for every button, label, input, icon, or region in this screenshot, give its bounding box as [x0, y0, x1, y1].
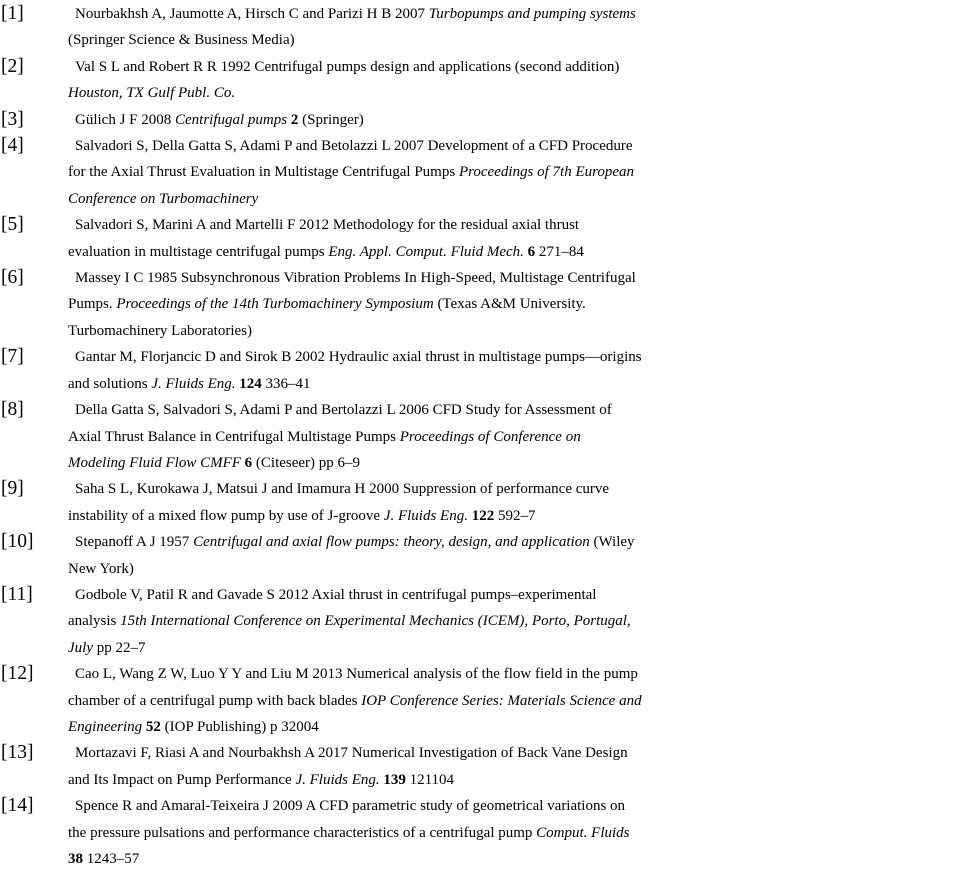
- reference-bold-segment: 52: [145, 718, 161, 735]
- reference-text: [68, 54, 955, 107]
- reference-item: [0, 133, 955, 212]
- reference-italic-segment: July: [68, 639, 93, 656]
- reference-text-segment: the pressure pulsations and performance characteristics of a centrifugal pump: [68, 824, 537, 841]
- reference-line: [68, 397, 955, 423]
- reference-item: [0, 529, 955, 582]
- reference-line: [68, 714, 955, 740]
- reference-item: [0, 344, 955, 397]
- reference-number: [7]: [1, 346, 24, 368]
- reference-text-segment: Gülich J F 2008: [75, 111, 176, 128]
- reference-text-segment: (Springer): [298, 111, 364, 128]
- reference-text: [68, 793, 955, 872]
- reference-bold-segment: 139: [383, 771, 406, 788]
- reference-text-segment: 271–84: [535, 243, 584, 260]
- reference-text-segment: Spence R and Amaral-Teixeira J 2009 A CFD parametric study of geometrical variations on: [75, 798, 626, 815]
- reference-text-segment: Val S L and Robert R R 1992 Centrifugal pumps design and applications (second addition): [75, 58, 620, 75]
- reference-text-segment: 1243–57: [83, 851, 140, 867]
- reference-number: [13]: [1, 742, 34, 764]
- reference-line: [68, 608, 955, 634]
- reference-text-segment: for the Axial Thrust Evaluation in Multistage Centrifugal Pumps: [68, 164, 459, 181]
- reference-line: [68, 556, 955, 582]
- reference-text-segment: Salvadori S, Della Gatta S, Adami P and Betolazzi L 2007 Development of a CFD Procedure: [75, 138, 633, 155]
- reference-text-segment: and solutions: [68, 375, 152, 392]
- reference-italic-segment: Centrifugal pumps: [175, 111, 288, 128]
- reference-bold-segment: 124: [239, 375, 262, 392]
- reference-line: [68, 529, 955, 555]
- reference-text: [68, 397, 955, 476]
- reference-bold-segment: 6: [527, 243, 536, 260]
- reference-text-segment: Gantar M, Florjancic D and Sirok B 2002 Hydraulic axial thrust in multistage pumps—origins: [75, 349, 642, 366]
- reference-text-segment: 592–7: [494, 507, 536, 524]
- reference-line: [68, 318, 955, 344]
- reference-italic-segment: Comput. Fluids: [536, 824, 630, 841]
- reference-item: [0, 793, 955, 872]
- reference-number: [2]: [1, 55, 24, 77]
- reference-text: [68, 133, 955, 212]
- reference-italic-segment: IOP Conference Series: Materials Science and: [361, 692, 642, 709]
- reference-line: [68, 159, 955, 185]
- reference-italic-segment: Conference on Turbomachinery: [68, 190, 259, 207]
- reference-text-segment: Axial Thrust Balance in Centrifugal Multistage Pumps: [68, 428, 400, 445]
- reference-line: [68, 212, 955, 238]
- reference-italic-segment: Proceedings of Conference on: [399, 428, 581, 445]
- reference-line: [68, 476, 955, 502]
- reference-italic-segment: J. Fluids Eng.: [151, 375, 236, 392]
- reference-text-segment: Massey I C 1985 Subsynchronous Vibration Problems In High-Speed, Multistage Centrifugal: [75, 270, 636, 287]
- reference-italic-segment: Modeling Fluid Flow CMFF: [68, 454, 241, 471]
- reference-text-segment: New York): [68, 560, 134, 577]
- reference-text-segment: (Springer Science & Business Media): [68, 32, 295, 49]
- reference-italic-segment: J. Fluids Eng.: [383, 507, 468, 524]
- reference-line: [68, 793, 955, 819]
- reference-italic-segment: Eng. Appl. Comput. Fluid Mech.: [328, 243, 524, 260]
- reference-number: [11]: [1, 583, 33, 605]
- reference-text: [68, 107, 955, 133]
- reference-text: [68, 661, 955, 740]
- reference-item: [0, 265, 955, 344]
- reference-text-segment: evaluation in multistage centrifugal pumps: [68, 243, 329, 260]
- reference-text: [68, 582, 955, 661]
- reference-line: [68, 740, 955, 766]
- reference-text-segment: Saha S L, Kurokawa J, Matsui J and Imamura H 2000 Suppression of performance curve: [75, 481, 610, 498]
- reference-line: [68, 344, 955, 370]
- reference-text-segment: (Texas A&M University.: [433, 296, 586, 313]
- reference-list: [0, 1, 955, 872]
- reference-text-segment: and Its Impact on Pump Performance: [68, 771, 296, 788]
- reference-text-segment: (IOP Publishing) p 32004: [160, 718, 319, 735]
- reference-italic-segment: 15th International Conference on Experimental Mechanics (ICEM), Porto, Portugal,: [120, 613, 631, 630]
- reference-text-segment: chamber of a centrifugal pump with back blades: [68, 692, 362, 709]
- reference-bold-segment: 38: [68, 851, 83, 867]
- reference-text-segment: Godbole V, Patil R and Gavade S 2012 Axial thrust in centrifugal pumps–experimental: [75, 586, 597, 603]
- reference-number: [1]: [1, 3, 24, 24]
- reference-line: [68, 503, 955, 529]
- reference-item: [0, 740, 955, 793]
- reference-text: [68, 740, 955, 793]
- reference-bold-segment: 2: [290, 111, 299, 128]
- reference-number: [10]: [1, 531, 34, 553]
- reference-text-segment: 121104: [405, 771, 455, 788]
- reference-text: [68, 265, 955, 344]
- reference-text-segment: (Citeseer) pp 6–9: [252, 454, 361, 471]
- reference-line: [68, 265, 955, 291]
- reference-line: [68, 371, 955, 397]
- reference-number: [5]: [1, 214, 24, 236]
- reference-text-segment: Turbomachinery Laboratories): [68, 322, 252, 339]
- reference-line: [68, 767, 955, 793]
- reference-text-segment: 336–41: [261, 375, 311, 392]
- reference-text: [68, 344, 955, 397]
- reference-text-segment: analysis: [68, 613, 121, 630]
- reference-number: [9]: [1, 478, 24, 500]
- reference-line: [68, 80, 955, 106]
- reference-italic-segment: Houston, TX Gulf Publ. Co.: [68, 85, 236, 102]
- reference-text-segment: pp 22–7: [92, 639, 146, 656]
- reference-item: [0, 476, 955, 529]
- reference-number: [8]: [1, 399, 24, 421]
- reference-number: [3]: [1, 108, 24, 130]
- reference-bold-segment: 6: [244, 454, 253, 471]
- reference-bold-segment: 122: [471, 507, 495, 524]
- reference-text: [68, 529, 955, 582]
- reference-line: [68, 582, 955, 608]
- reference-text-segment: (Wiley: [589, 534, 635, 551]
- reference-item: [0, 54, 955, 107]
- reference-italic-segment: Proceedings of 7th European: [458, 164, 635, 181]
- reference-item: [0, 397, 955, 476]
- reference-line: [68, 291, 955, 317]
- reference-italic-segment: J. Fluids Eng.: [295, 771, 380, 788]
- reference-text-segment: Cao L, Wang Z W, Luo Y Y and Liu M 2013 Numerical analysis of the flow field in the pump: [75, 666, 638, 683]
- reference-line: [68, 239, 955, 265]
- reference-text-segment: Stepanoff A J 1957: [75, 534, 194, 551]
- reference-line: [68, 820, 955, 846]
- reference-number: [6]: [1, 267, 24, 289]
- reference-line: [68, 635, 955, 661]
- reference-text-segment: Salvadori S, Marini A and Martelli F 2012 Methodology for the residual axial thrust: [75, 217, 580, 234]
- reference-item: [0, 212, 955, 265]
- reference-line: [68, 846, 955, 872]
- reference-line: [68, 661, 955, 687]
- reference-number: [4]: [1, 135, 24, 157]
- reference-line: [68, 27, 955, 53]
- reference-italic-segment: Engineering: [68, 718, 143, 735]
- reference-number: [14]: [1, 795, 34, 817]
- reference-text-segment: Della Gatta S, Salvadori S, Adami P and Bertolazzi L 2006 CFD Study for Assessment of: [75, 402, 612, 419]
- reference-line: [68, 450, 955, 476]
- reference-line: [68, 186, 955, 212]
- reference-text-segment: instability of a mixed flow pump by use of J-groove: [68, 507, 384, 524]
- reference-item: [0, 661, 955, 740]
- reference-italic-segment: Centrifugal and axial flow pumps: theory, design, and application: [193, 534, 590, 551]
- reference-text: [68, 1, 955, 54]
- reference-text-segment: Pumps.: [68, 296, 117, 313]
- reference-line: [68, 107, 955, 133]
- reference-item: [0, 582, 955, 661]
- reference-italic-segment: Turbopumps and pumping systems: [428, 6, 636, 22]
- reference-item: [0, 1, 955, 54]
- reference-italic-segment: Proceedings of the 14th Turbomachinery Symposium: [116, 296, 434, 313]
- reference-text-segment: Nourbakhsh A, Jaumotte A, Hirsch C and Parizi H B 2007: [75, 6, 429, 22]
- reference-line: [68, 54, 955, 80]
- reference-text-segment: Mortazavi F, Riasi A and Nourbakhsh A 2017 Numerical Investigation of Back Vane Design: [75, 745, 628, 762]
- reference-line: [68, 1, 955, 27]
- reference-line: [68, 688, 955, 714]
- reference-text: [68, 212, 955, 265]
- reference-item: [0, 107, 955, 133]
- reference-number: [12]: [1, 663, 34, 685]
- reference-line: [68, 133, 955, 159]
- reference-text: [68, 476, 955, 529]
- reference-line: [68, 424, 955, 450]
